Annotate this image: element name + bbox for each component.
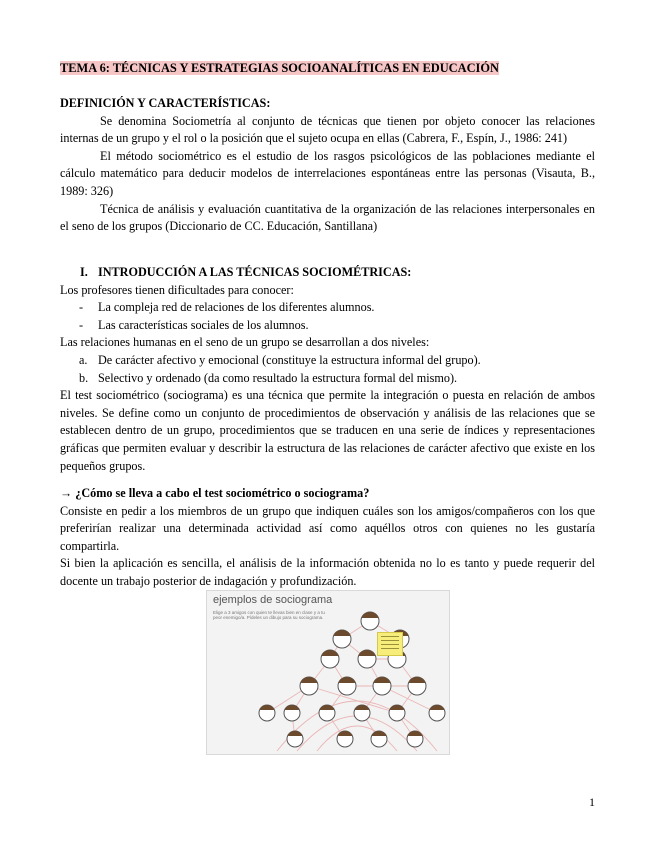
- introduction-lead: Los profesores tienen dificultades para conocer:: [60, 282, 294, 297]
- figure-subtitle: Elige a 3 amigos con quien te llevas bien en clase y a tu peor enemigo/a. Pídeles un dibujo para su sociograma.: [213, 610, 325, 620]
- list-item: b. Selectivo y ordenado (da como resultado la estructura formal del mismo).: [79, 370, 458, 385]
- sociogram-network: [207, 591, 449, 754]
- list-item: - Las características sociales de los alumnos.: [79, 317, 309, 332]
- definition-paragraph-1: Se denomina Sociometría al conjunto de técnicas que tienen por objeto conocer las relaciones internas de un grupo y el rol o la posición que el sujeto ocupa en ellas (Cabrera, F., Espín, J., 1986: 241): [60, 113, 595, 146]
- definition-section: [60, 95, 595, 236]
- definition-heading: DEFINICIÓN Y CARACTERÍSTICAS:: [60, 96, 271, 110]
- definition-paragraph-2: El método sociométrico es el estudio de los rasgos psicológicos de las poblaciones mediante el cálculo matemático para deducir modelos de interrelaciones espontáneas entre las personas (Visauta, B., 1989: 326): [60, 148, 595, 198]
- document-title: TEMA 6: TÉCNICAS Y ESTRATEGIAS SOCIOANALÍTICAS EN EDUCACIÓN: [60, 61, 499, 75]
- definition-paragraph-3: Técnica de análisis y evaluación cuantitativa de la organización de las relaciones interpersonales en el seno de los grupos (Diccionario de CC. Educación, Santillana): [60, 201, 595, 234]
- list-item: - La compleja red de relaciones de los diferentes alumnos.: [79, 300, 375, 315]
- how-heading: → ¿Cómo se lleva a cabo el test sociométrico o sociograma?: [60, 486, 370, 500]
- how-paragraph-1: Consiste en pedir a los miembros de un grupo que indiquen cuáles son los amigos/compañeros con los que preferirían realizar una determinada actividad así como aquéllos otros con quienes no les gustaría compartirla.: [60, 503, 595, 553]
- page-number: 1: [589, 795, 595, 809]
- test-paragraph: El test sociométrico (sociograma) es una técnica que permite la integración o puesta en relación de ambos niveles. Se define como un conjunto de procedimientos de observación y análisis de las relaciones que se establecen dentro de un grupo, procedimientos que se traducen en una serie de índices y representaciones gráficas que permiten evaluar y describir la estructura de las relaciones de carácter afectivo que existe en los pequeños grupos.: [60, 388, 595, 473]
- section-number: I.: [80, 265, 88, 279]
- list-item: a. De carácter afectivo y emocional (constituye la estructura informal del grupo).: [79, 352, 481, 367]
- sticky-note: [377, 632, 403, 656]
- introduction-lead-2: Las relaciones humanas en el seno de un grupo se desarrollan a dos niveles:: [60, 335, 430, 350]
- introduction-section: [60, 264, 595, 475]
- how-paragraph-2: Si bien la aplicación es sencilla, el análisis de la información obtenida no lo es tanto y puede requerir del docente un trabajo posterior de indagación y profundización.: [60, 556, 595, 588]
- introduction-heading: I. INTRODUCCIÓN A LAS TÉCNICAS SOCIOMÉTRICAS:: [60, 264, 595, 282]
- figure-title: ejemplos de sociograma: [213, 594, 333, 606]
- how-section: [60, 485, 595, 591]
- sociogram-image: [206, 590, 450, 755]
